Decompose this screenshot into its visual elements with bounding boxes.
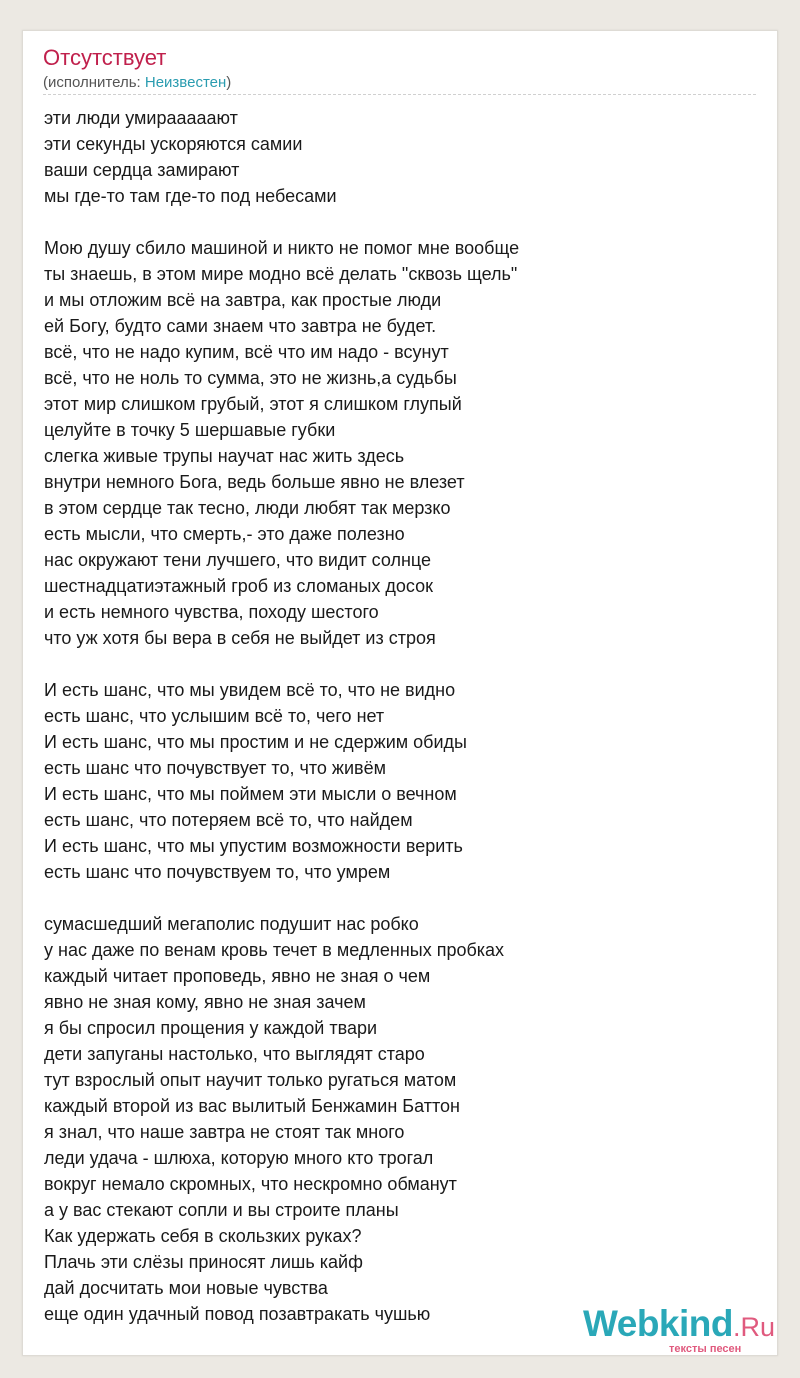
logo-suffix: .Ru bbox=[733, 1312, 776, 1342]
lyrics-line: И есть шанс, что мы поймем эти мысли о вечном bbox=[44, 784, 457, 804]
lyrics-line: мы где-то там где-то под небесами bbox=[44, 186, 337, 206]
artist-line bbox=[43, 73, 231, 93]
lyrics-line: и мы отложим всё на завтра, как простые люди bbox=[44, 290, 442, 310]
lyrics-line: дети запуганы настолько, что выглядят старо bbox=[44, 1044, 425, 1064]
lyrics-line: нас окружают тени лучшего, что видит солнце bbox=[44, 550, 432, 570]
header-divider bbox=[43, 94, 756, 95]
lyrics-text bbox=[44, 105, 769, 1327]
lyrics-line: этот мир слишком грубый, этот я слишком глупый bbox=[44, 394, 462, 414]
lyrics-line: есть шанс, что потеряем всё то, что найдем bbox=[44, 810, 413, 830]
lyrics-line: дай досчитать мои новые чувства bbox=[44, 1278, 328, 1298]
lyrics-line: внутри немного Бога, ведь больше явно не влезет bbox=[44, 472, 465, 492]
lyrics-stanza bbox=[44, 105, 769, 209]
lyrics-stanza bbox=[44, 911, 769, 1327]
song-title: Отсутствует bbox=[43, 45, 167, 70]
logo-tagline: тексты песен bbox=[669, 1343, 742, 1355]
lyrics-line: у нас даже по венам кровь течет в медленных пробках bbox=[44, 940, 505, 960]
lyrics-line: явно не зная кому, явно не зная зачем bbox=[44, 992, 366, 1012]
artist-suffix: ) bbox=[226, 74, 232, 91]
lyrics-line: целуйте в точку 5 шершавые губки bbox=[44, 420, 336, 440]
lyrics-line: каждый второй из вас вылитый Бенжамин Баттон bbox=[44, 1096, 460, 1116]
lyrics-line: я знал, что наше завтра не стоят так много bbox=[44, 1122, 405, 1142]
lyrics-line: есть мысли, что смерть,- это даже полезно bbox=[44, 524, 405, 544]
lyrics-line: а у вас стекают сопли и вы строите планы bbox=[44, 1200, 399, 1220]
lyrics-line: ваши сердца замирают bbox=[44, 160, 240, 180]
artist-link[interactable]: Неизвестен bbox=[144, 74, 227, 91]
lyrics-line: эти люди умирааааают bbox=[44, 108, 238, 128]
logo-wordmark bbox=[583, 1303, 775, 1348]
lyrics-line: еще один удачный повод позавтракать чушью bbox=[44, 1304, 431, 1324]
lyrics-line: есть шанс, что услышим всё то, чего нет bbox=[44, 706, 385, 726]
lyrics-line: Мою душу сбило машиной и никто не помог мне вообще bbox=[44, 238, 520, 258]
lyrics-line: тут взрослый опыт научит только ругаться матом bbox=[44, 1070, 457, 1090]
lyrics-line: в этом сердце так тесно, люди любят так мерзко bbox=[44, 498, 451, 518]
logo-main-text: Webkind bbox=[583, 1303, 733, 1344]
lyrics-stanza bbox=[44, 677, 769, 885]
lyrics-line: что уж хотя бы вера в себя не выйдет из строя bbox=[44, 628, 436, 648]
lyrics-line: есть шанс что почувствует то, что живём bbox=[44, 758, 386, 778]
lyrics-line: всё, что не ноль то сумма, это не жизнь,а судьбы bbox=[44, 368, 457, 388]
lyrics-line: леди удача - шлюха, которую много кто трогал bbox=[44, 1148, 434, 1168]
lyrics-line: есть шанс что почувствуем то, что умрем bbox=[44, 862, 391, 882]
lyrics-line: И есть шанс, что мы упустим возможности верить bbox=[44, 836, 463, 856]
lyrics-line: я бы спросил прощения у каждой твари bbox=[44, 1018, 378, 1038]
lyrics-line: И есть шанс, что мы увидем всё то, что не видно bbox=[44, 680, 456, 700]
lyrics-line: сумасшедший мегаполис подушит нас робко bbox=[44, 914, 419, 934]
lyrics-line: ты знаешь, в этом мире модно всё делать "сквозь щель" bbox=[44, 264, 518, 284]
lyrics-line: ей Богу, будто сами знаем что завтра не будет. bbox=[44, 316, 437, 336]
lyrics-line: всё, что не надо купим, всё что им надо - всунут bbox=[44, 342, 449, 362]
lyrics-line: Как удержать себя в скользких руках? bbox=[44, 1226, 362, 1246]
lyrics-line: эти секунды ускоряются самии bbox=[44, 134, 303, 154]
lyrics-line: Плачь эти слёзы приносят лишь кайф bbox=[44, 1252, 363, 1272]
lyrics-stanza bbox=[44, 235, 769, 651]
lyrics-line: слегка живые трупы научат нас жить здесь bbox=[44, 446, 405, 466]
lyrics-line: и есть немного чувства, походу шестого bbox=[44, 602, 379, 622]
artist-prefix: (исполнитель: bbox=[43, 74, 145, 91]
webkind-logo[interactable] bbox=[583, 1303, 783, 1353]
lyrics-line: шестнадцатиэтажный гроб из сломаных досок bbox=[44, 576, 433, 596]
lyrics-line: каждый читает проповедь, явно не зная о чем bbox=[44, 966, 431, 986]
lyrics-line: И есть шанс, что мы простим и не сдержим обиды bbox=[44, 732, 467, 752]
lyrics-line: вокруг немало скромных, что нескромно обманут bbox=[44, 1174, 457, 1194]
lyrics-card bbox=[22, 30, 778, 1356]
